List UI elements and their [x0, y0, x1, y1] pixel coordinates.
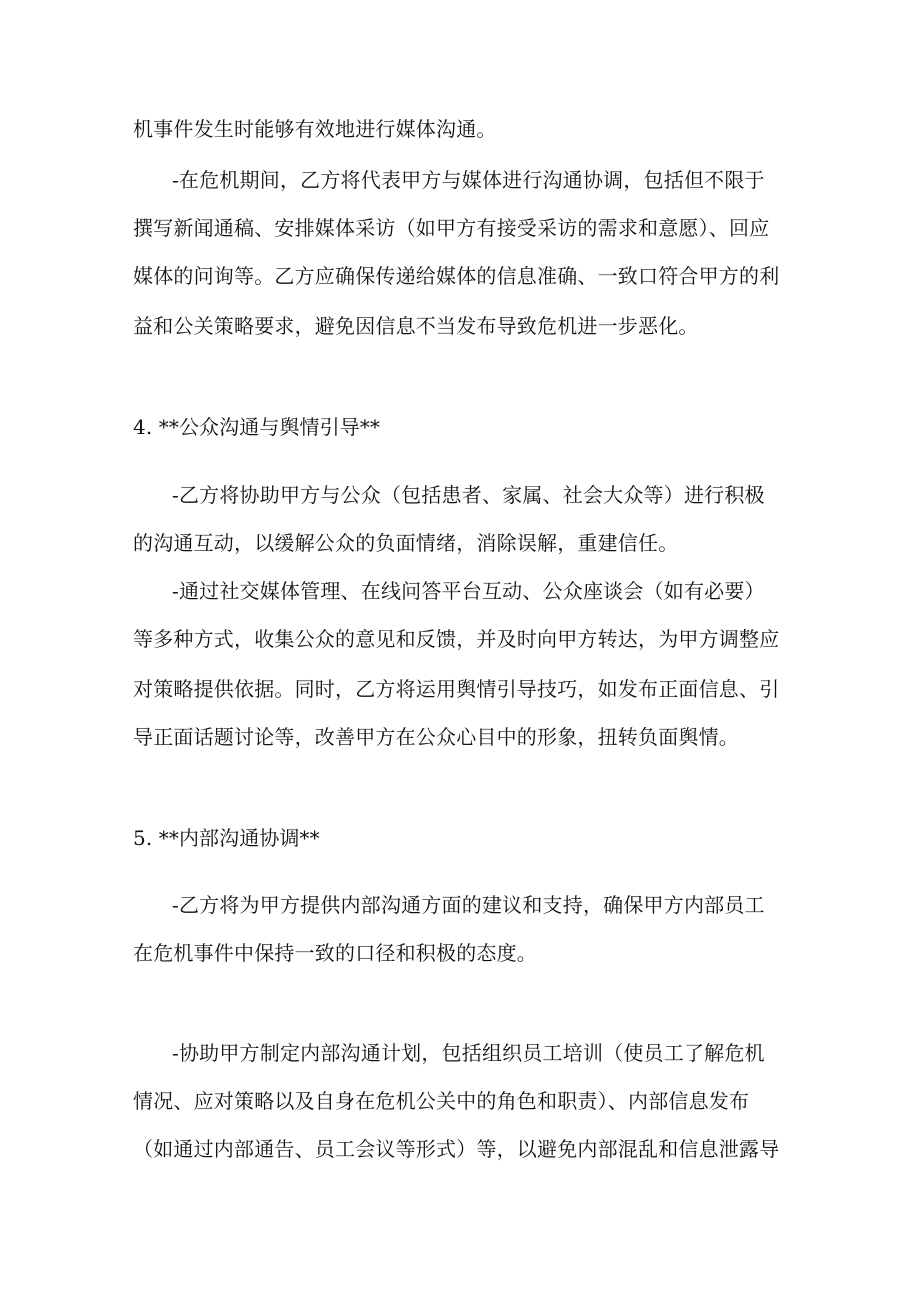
paragraph-line: 对策略提供依据。同时，乙方将运用舆情引导技巧，如发布正面信息、引 — [133, 677, 780, 701]
paragraph-line: -乙方将协助甲方与公众（包括患者、家属、社会大众等）进行积极 — [172, 483, 765, 507]
paragraph-line: 等多种方式，收集公众的意见和反馈，并及时向甲方转达，为甲方调整应 — [133, 627, 780, 651]
paragraph-line: （如通过内部通告、员工会议等形式）等，以避免内部混乱和信息泄露导 — [133, 1137, 780, 1161]
section-heading: 5. **内部沟通协调** — [133, 826, 320, 850]
paragraph-line: 的沟通互动，以缓解公众的负面情绪，消除误解，重建信任。 — [133, 531, 679, 555]
paragraph-line: 撰写新闻通稿、安排媒体采访（如甲方有接受采访的需求和意愿）、回应 — [133, 216, 770, 240]
paragraph-line: 导正面话题讨论等，改善甲方在公众心目中的形象，扭转负面舆情。 — [133, 725, 739, 749]
paragraph-line: 机事件发生时能够有效地进行媒体沟通。 — [133, 117, 497, 141]
paragraph-line: -协助甲方制定内部沟通计划，包括组织员工培训（使员工了解危机 — [172, 1041, 765, 1065]
paragraph-line: 在危机事件中保持一致的口径和积极的态度。 — [133, 941, 537, 965]
paragraph-line: 媒体的问询等。乙方应确保传递给媒体的信息准确、一致口符合甲方的利 — [133, 264, 780, 288]
paragraph-line: 情况、应对策略以及自身在危机公关中的角色和职责）、内部信息发布 — [133, 1089, 750, 1113]
paragraph-line: 益和公关策略要求，避免因信息不当发布导致危机进一步恶化。 — [133, 314, 699, 338]
paragraph-line: -通过社交媒体管理、在线问答平台互动、公众座谈会（如有必要） — [172, 579, 765, 603]
paragraph-line: -乙方将为甲方提供内部沟通方面的建议和支持，确保甲方内部员工 — [172, 893, 765, 917]
paragraph-line: -在危机期间，乙方将代表甲方与媒体进行沟通协调，包括但不限于 — [172, 168, 765, 192]
section-heading: 4. **公众沟通与舆情引导** — [133, 415, 381, 439]
